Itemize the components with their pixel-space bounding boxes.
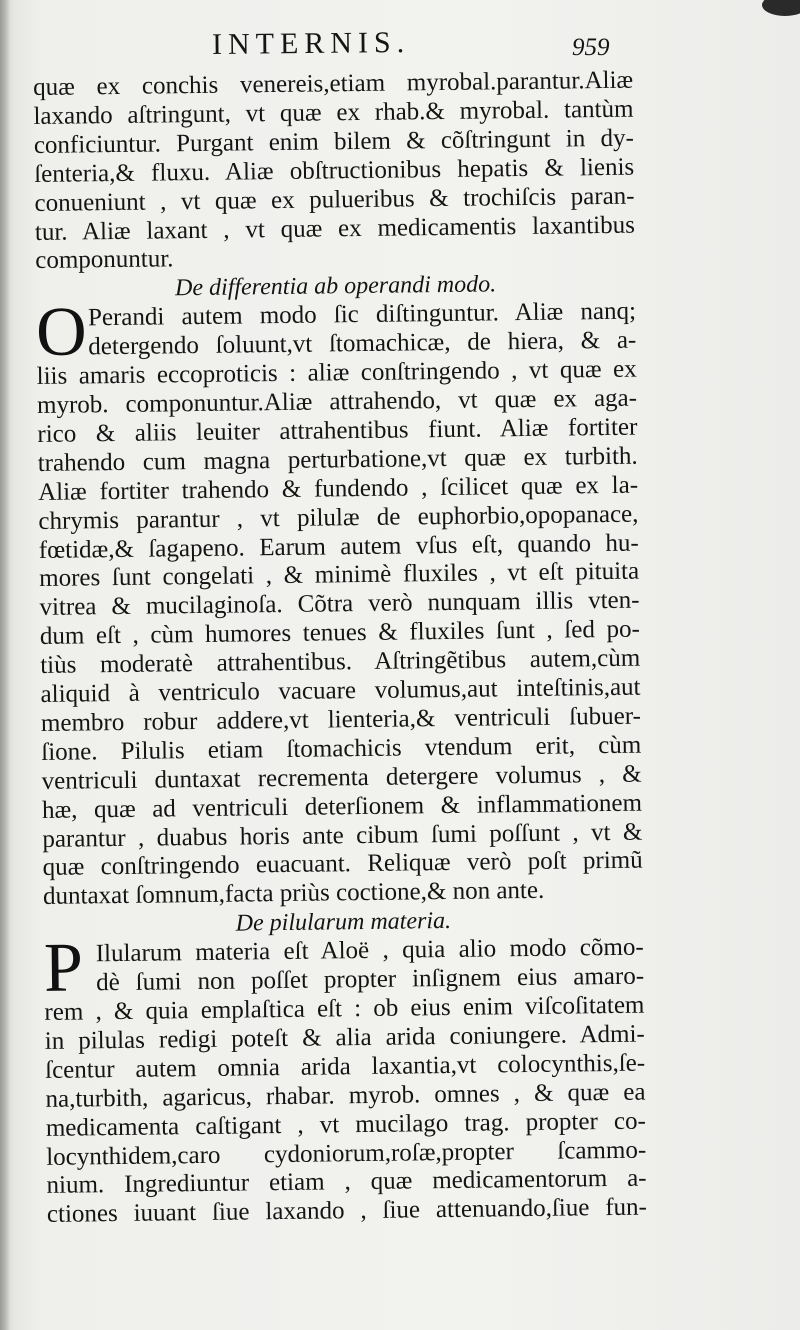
text-line: rem , & quia emplaſtica eſt : ob eius enim viſcoſitatem (44, 991, 645, 1026)
text-line: nium. Ingrediuntur etiam , quæ medicamentorum a- (46, 1165, 647, 1200)
text-line: detergendo ſoluunt,vt ſtomachicæ, de hiera, & a- (88, 326, 637, 361)
text-line: tur. Aliæ laxant , vt quæ ex medicamentis laxantibus (34, 211, 636, 246)
running-head: INTERNIS. (211, 25, 411, 61)
page-number: 959 (572, 34, 610, 61)
text-line: ſcentur autem omnia arida laxantia,vt colocynthis,ſe- (45, 1049, 646, 1084)
text-line: mores ſunt congelati , & minimè fluxiles , vt eſt pituita (39, 558, 640, 593)
text-line: hæ, quæ ad ventriculi deterſionem & inflammationem (41, 789, 643, 824)
text-line: parantur , duabus horis ante cibum ſumi poſſunt , vt & (42, 818, 643, 853)
paragraph-2 (35, 293, 643, 912)
text-line: laxando aſtringunt, vt quæ ex rhab.& myrobal. tantùm (33, 95, 634, 130)
text-line: chrymis parantur , vt pilulæ de euphorbio,opopanace, (38, 500, 639, 535)
text-line: medicamenta caſtigant , vt mucilago trag. propter co- (45, 1107, 646, 1142)
text-line: duntaxat ſomnum,facta priùs coctione,& non ante. (42, 877, 545, 911)
text-line: dè ſumi non poſſet propter inſignem eius amaro- (95, 962, 645, 997)
text-line: membro robur addere,vt lienteria,& ventriculi ſubuer- (40, 702, 642, 737)
drop-cap: O (35, 293, 88, 372)
text-line: na,turbith, agaricus, rhabar. myrob. omnes , & quæ ea (45, 1078, 646, 1113)
ink-blot (762, 0, 800, 16)
gutter-shadow (0, 0, 10, 1330)
text-line: ctiones iuuant ſiue laxando , ſiue attenuando,ſiue fun- (46, 1193, 648, 1229)
section-heading: De pilularum materia. (235, 908, 452, 937)
text-line: componuntur. (35, 245, 174, 275)
text-line: aliquid à ventriculo vacuare volumus,aut inteſtinis,aut (40, 673, 641, 708)
text-line: liis amaris eccoproticis : aliæ conſtringendo , vt quæ ex (36, 355, 637, 391)
text-line: conueniunt , vt quæ ex pulueribus & trochiſcis paran- (34, 182, 635, 217)
drop-cap: P (43, 929, 84, 1008)
text-line: dum eſt , cùm humores tenues & fluxiles ſunt , ſed po- (39, 615, 640, 651)
text-line: Aliæ fortiter trahendo & fundendo , ſcilicet quæ ex la- (37, 471, 639, 506)
paragraph-1 (33, 67, 635, 277)
text-line: trahendo cum magna perturbatione,vt quæ ex turbith. (37, 442, 638, 477)
body-text (33, 67, 647, 1230)
text-line: fœtidæ,& ſagapeno. Earum autem vſus eſt, quando hu- (38, 529, 639, 564)
text-line: locynthidem,caro cydoniorum,roſæ,propter ſcammo- (46, 1136, 647, 1171)
text-line: in pilulas redigi poteſt & alia arida coniungere. Admi- (44, 1020, 645, 1055)
text-line: quæ ex conchis venereis,etiam myrobal.parantur.Aliæ (33, 66, 634, 101)
text-line: ſenteria,& fluxu. Aliæ obſtructionibus hepatis & lienis (34, 153, 635, 188)
text-line: tiùs moderatè attrahentibus. Aſtringẽtibus autem,cùm (40, 644, 641, 680)
text-line: vitrea & mucilaginoſa. Cõtra verò nunquam illis vten- (39, 586, 640, 622)
text-line: rico & aliis leuiter attrahentibus fiunt. Aliæ fortiter (37, 413, 638, 448)
text-line: Perandi autem modo ſic diſtinguntur. Aliæ nanq; (87, 297, 637, 332)
section-heading: De differentia ab operandi modo. (174, 271, 497, 302)
text-line: Ilularum materia eſt Aloë , quia alio modo cõmo- (95, 933, 644, 968)
text-line: ſione. Pilulis etiam ſtomachicis vtendum erit, cùm (41, 731, 642, 766)
text-line: myrob. componuntur.Aliæ attrahendo, vt quæ ex aga- (36, 384, 638, 419)
paragraph-3 (43, 929, 648, 1230)
text-line: conficiuntur. Purgant enim bilem & cõſtringunt in dy- (33, 124, 634, 159)
text-line: ventriculi duntaxat recrementa detergere volumus , & (41, 760, 642, 795)
text-line: quæ conſtringendo euacuant. Reliquæ verò poſt primũ (42, 847, 643, 882)
